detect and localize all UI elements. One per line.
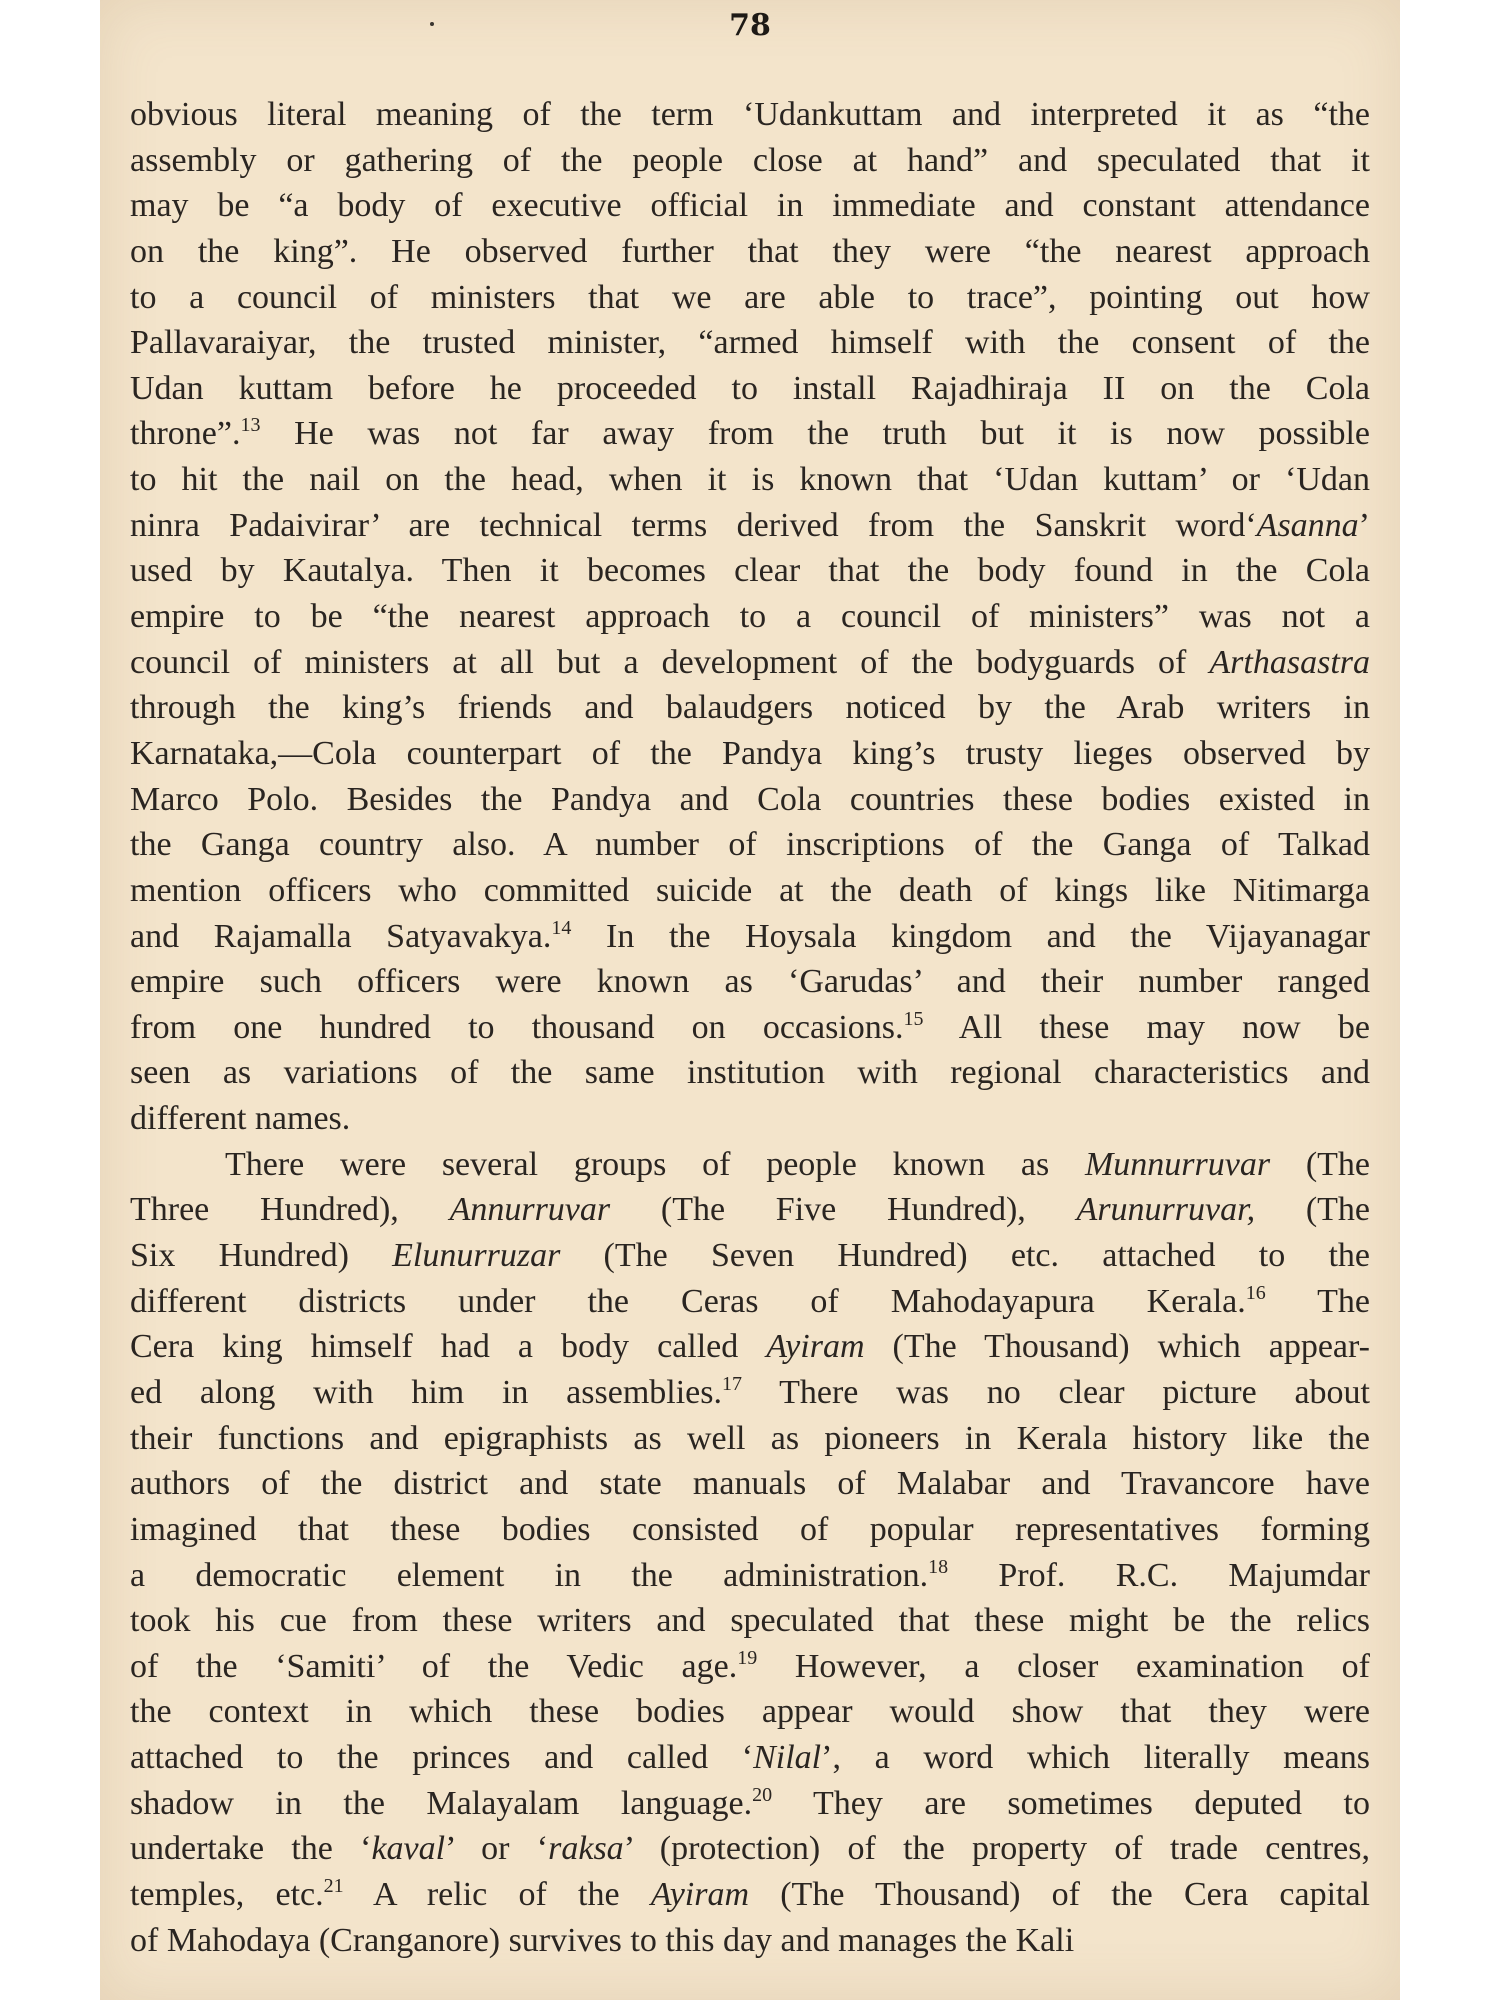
text-line: different names. [130, 1100, 351, 1138]
text-line: Pallavaraiyar, the trusted minister, “armed himself with the consent of the [130, 324, 1370, 362]
text-line: used by Kautalya. Then it becomes clear that the body found in the Cola [130, 552, 1370, 590]
text-line: through the king’s friends and balaudgers noticed by the Arab writers in [130, 689, 1370, 727]
text-line: to hit the nail on the head, when it is known that ‘Udan kuttam’ or ‘Udan [130, 461, 1370, 499]
text-line: assembly or gathering of the people close at hand” and speculated that it [130, 141, 1370, 179]
footnote-marker: 13 [240, 414, 261, 437]
footnote-marker: 20 [752, 1783, 773, 1806]
text-line: to a council of ministers that we are able to trace”, pointing out how [130, 278, 1370, 316]
footnote-marker: 21 [323, 1874, 344, 1897]
text-line: There were several groups of people known as Munnurruvar (The [225, 1145, 1371, 1183]
footnote-marker: 14 [551, 916, 572, 939]
italic-term: kaval [371, 1830, 446, 1868]
text-line: empire to be “the nearest approach to a council of ministers” was not a [130, 598, 1370, 636]
text-line: obvious literal meaning of the term ‘Udankuttam and interpreted it as “the [130, 96, 1370, 133]
text-line: the Ganga country also. A number of inscriptions of the Ganga of Talkad [130, 826, 1370, 864]
footnote-marker: 16 [1245, 1281, 1266, 1304]
italic-term: Arthasastra [1209, 643, 1370, 681]
footnote-marker: 17 [721, 1372, 742, 1395]
text-line: throne”.$^{13}$ He was not far away from the truth but it is now possible [130, 414, 1370, 453]
italic-term: Arunurruvar, [1076, 1191, 1256, 1229]
text-line: ed along with him in assemblies.$^{17}$ There was no clear picture about [130, 1372, 1371, 1411]
text-line: may be “a body of executive official in immediate and constant attendance [130, 187, 1370, 225]
italic-term: Ayiram [766, 1328, 865, 1366]
text-line: Karnataka,—Cola counterpart of the Pandya king’s trusty lieges observed by [130, 734, 1370, 772]
text-line: temples, etc.$^{21}$ A relic of the Ayiram (The Thousand) of the Cera capital [130, 1874, 1370, 1913]
text-line: different districts under the Ceras of Mahodayapura Kerala.$^{16}$ The [130, 1281, 1370, 1320]
text-line: authors of the district and state manuals of Malabar and Travancore have [130, 1465, 1370, 1503]
text-line: council of ministers at all but a development of the bodyguards of Arthasastra [130, 643, 1370, 681]
text-line: Three Hundred), Annurruvar (The Five Hundred), Arunurruvar, (The [130, 1191, 1371, 1229]
text-line: of Mahodaya (Cranganore) survives to this day and manages the Kali [130, 1921, 1075, 1959]
text-line: ninra Padaivirar’ are technical terms derived from the Sanskrit word‘Asanna’ [130, 506, 1370, 544]
text-line: their functions and epigraphists as well as pioneers in Kerala history like the [130, 1419, 1370, 1457]
text-line: seen as variations of the same institution with regional characteristics and [130, 1054, 1370, 1092]
footnote-marker: 18 [928, 1555, 949, 1578]
italic-term: Elunurruzar [392, 1237, 561, 1275]
italic-term: raksa [548, 1830, 624, 1868]
text-line: shadow in the Malayalam language.$^{20}$ They are sometimes deputed to [130, 1783, 1370, 1822]
italic-term: Ayiram [650, 1875, 750, 1913]
text-line: undertake the ‘kaval’ or ‘raksa’ (protection) of the property of trade centres, [130, 1830, 1371, 1868]
text-line: Six Hundred) Elunurruzar (The Seven Hundred) etc. attached to the [130, 1237, 1370, 1275]
italic-term: Annurruvar [449, 1191, 611, 1229]
footnote-marker: 19 [737, 1646, 758, 1669]
text-line: Cera king himself had a body called Ayiram (The Thousand) which appear- [130, 1328, 1370, 1366]
text-line: attached to the princes and called ‘Nilal’, a word which literally means [130, 1739, 1371, 1777]
text-line: on the king”. He observed further that they were “the nearest approach [130, 232, 1370, 270]
text-line: from one hundred to thousand on occasions.$^{15}$ All these may now be [130, 1007, 1370, 1046]
italic-term: Asanna [1256, 506, 1359, 544]
text-line: Udan kuttam before he proceeded to install Rajadhiraja II on the Cola [130, 369, 1370, 407]
text-line: mention officers who committed suicide at the death of kings like Nitimarga [130, 871, 1370, 909]
text-line: empire such officers were known as ‘Garudas’ and their number ranged [130, 963, 1370, 1001]
text-line: took his cue from these writers and speculated that these might be the relics [130, 1602, 1370, 1640]
footnote-marker: 15 [903, 1007, 924, 1030]
text-line: a democratic element in the administration.$^{18}$ Prof. R.C. Majumdar [130, 1555, 1370, 1594]
scanned-page [100, 0, 1400, 2000]
italic-term: Nilal [753, 1739, 822, 1777]
page-number: 78 [729, 8, 771, 43]
text-line: of the ‘Samiti’ of the Vedic age.$^{19}$ However, a closer examination of [130, 1646, 1371, 1685]
text-line: Marco Polo. Besides the Pandya and Cola countries these bodies existed in [130, 780, 1370, 818]
text-line: imagined that these bodies consisted of popular representatives forming [130, 1510, 1370, 1548]
body-text [130, 92, 1370, 1963]
text-line: and Rajamalla Satyavakya.$^{14}$ In the Hoysala kingdom and the Vijayanagar [130, 916, 1370, 955]
italic-term: Munnurruvar [1084, 1145, 1271, 1183]
text-line: the context in which these bodies appear would show that they were [130, 1693, 1370, 1731]
